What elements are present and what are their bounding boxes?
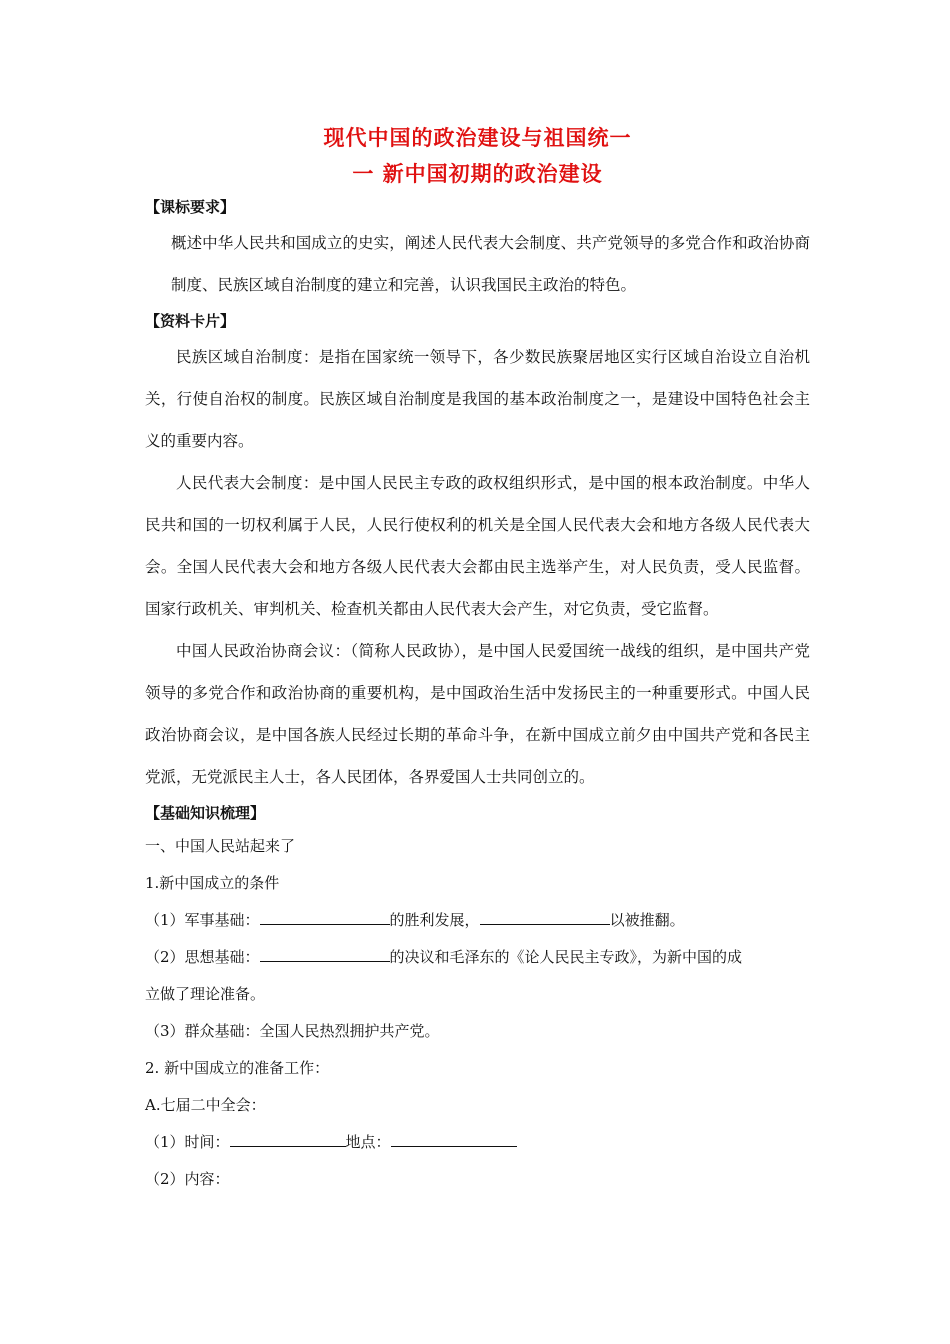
- document-page: [145, 120, 810, 1198]
- requirements-text: 概述中华人民共和国成立的史实，阐述人民代表大会制度、共产党领导的多党合作和政治协商制度、民族区域自治制度的建立和完善，认识我国民主政治的特色。: [171, 234, 810, 294]
- time-place-line: [145, 1124, 810, 1161]
- time-label: （1）时间：: [145, 1133, 230, 1151]
- item-preparations: 2. 新中国成立的准备工作：: [145, 1059, 330, 1077]
- military-basis-line: [145, 902, 810, 939]
- fill-blank-place[interactable]: [391, 1130, 517, 1147]
- heading-basics: 【基础知识梳理】: [145, 804, 266, 822]
- fill-blank-military-1[interactable]: [260, 908, 390, 925]
- item-conditions: 1.新中国成立的条件: [145, 874, 280, 892]
- fill-blank-ideology[interactable]: [260, 945, 390, 962]
- document-title: 现代中国的政治建设与祖国统一: [323, 125, 632, 150]
- heading-requirements: 【课标要求】: [145, 198, 236, 216]
- item-plenum: A.七届二中全会：: [145, 1096, 266, 1114]
- military-prefix: （1）军事基础：: [145, 911, 260, 929]
- ideology-suffix: 的决议和毛泽东的《论人民民主专政》，为新中国的成: [389, 948, 743, 966]
- military-suffix: 以被推翻。: [609, 911, 685, 929]
- fill-blank-military-2[interactable]: [480, 908, 610, 925]
- content-line: （2）内容：: [145, 1170, 230, 1188]
- card-autonomy: 民族区域自治制度：是指在国家统一领导下，各少数民族聚居地区实行区域自治设立自治机关，行使自治权的制度。民族区域自治制度是我国的基本政治制度之一，是建设中国特色社会主义的重要内容。: [145, 348, 810, 450]
- card-cppcc: 中国人民政治协商会议：（简称人民政协），是中国人民爱国统一战线的组织，是中国共产党领导的多党合作和政治协商的重要机构，是中国政治生活中发扬民主的一种重要形式。中国人民政治协商会议，是中国各族人民经过长期的革命斗争，在新中国成立前夕由中国共产党和各民主党派，无党派民主人士，各人民团体，各界爱国人士共同创立的。: [145, 642, 810, 786]
- fill-blank-time[interactable]: [230, 1130, 346, 1147]
- ideology-prefix: （2）思想基础：: [145, 948, 260, 966]
- heading-cards: 【资料卡片】: [145, 312, 236, 330]
- masses-basis-line: （3）群众基础：全国人民热烈拥护共产党。: [145, 1022, 440, 1040]
- document-subtitle: 一 新中国初期的政治建设: [352, 161, 603, 186]
- military-middle: 的胜利发展，: [389, 911, 480, 929]
- ideology-basis-line: [145, 939, 810, 976]
- place-label: 地点：: [345, 1133, 391, 1151]
- part-one-heading: 一、中国人民站起来了: [145, 837, 296, 855]
- card-congress: 人民代表大会制度：是中国人民民主专政的政权组织形式，是中国的根本政治制度。中华人民共和国的一切权利属于人民，人民行使权利的机关是全国人民代表大会和地方各级人民代表大会。全国人民代表大会和地方各级人民代表大会都由民主选举产生，对人民负责，受人民监督。国家行政机关、审判机关、检查机关都由人民代表大会产生，对它负责，受它监督。: [145, 474, 810, 618]
- ideology-continuation: 立做了理论准备。: [145, 985, 266, 1003]
